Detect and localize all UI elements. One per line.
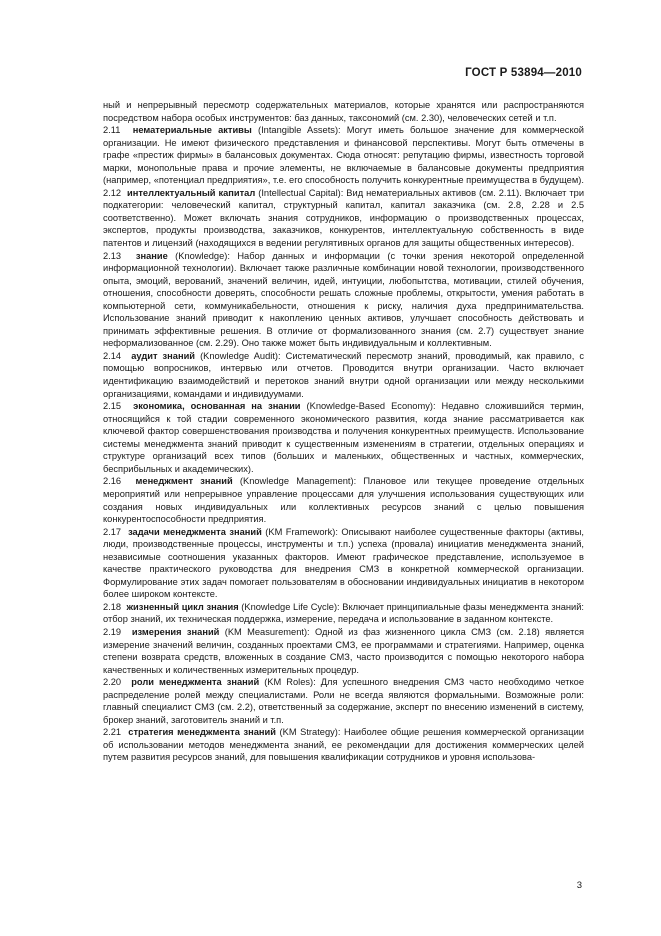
entry-term: экономика, основанная на знании [133, 401, 301, 412]
entry-term: аудит знаний [131, 350, 196, 361]
entry-term: измерения знаний [131, 626, 220, 637]
entry-definition: (Intangible Assets): Могут иметь большое значение для коммерческой организации. Не имеют физического представления и финансовой перспективы. Могут быть отмечены в графе «престиж фирмы» в балансовых документах. Сюда относят: репутацию фирмы, известность торговой марки, монопольные права и прочие элементы, не включаемые в балансовые документы предприятия (например, «потенциал предприятия», т.е. его способность получить конкурентные преимущества в будущем). [103, 125, 584, 186]
entry-definition: (Knowledge Life Cycle): Включает принципиальные фазы менеджмента знаний: отбор знаний, их техническая поддержка, измерение, передача и использование в заданном контексте. [103, 601, 584, 625]
definition-entry [103, 676, 584, 726]
entry-definition: (Intellectual Capital): Вид нематериальных активов (см. 2.11). Включает три подкатегории: человеческий капитал, структурный капитал, капитал заказчика (см. 2.8, 2.28 и 2.5 соответственно). Может включать знания сотрудников, информацию о производственных процессах, экспертов, продукты производства, заказчиков, конкурентов, интеллектуальную собственность в виде патентов и лицензий (находящихся в ведении регулятивных органов для защиты общественных интересов). [103, 187, 585, 249]
entry-definition: (KM Roles): Для успешного внедрения СМЗ часто необходимо четкое распределение ролей между специалистами. Роли не всегда являются формальными. Возможные роли: главный специалист СМЗ (см. 2.2), ответственный за содержание, эксперт по внесению изменений в систему, брокер знаний, заготовитель знаний и т.п. [103, 677, 584, 725]
entry-definition: (Knowledge-Based Economy): Недавно сложившийся термин, относящийся к той стадии современного экономического развития, когда знание рассматривается как ключевой фактор совершенствования производства и получения конкурентных преимуществ. Использование системы менеджмента знаний приводит к существенным изменениям в стратегии, отдельных операциях и структуре организаций всех типов (больших и маленьких, общественных и частных, коммерческих, бесприбыльных и академических). [103, 401, 584, 474]
entry-definition: (Knowledge): Набор данных и информации (с точки зрения некоторой определенной информационной технологии). Включает также различные комбинации новой технологии, производственного опыта, эмоций, верований, значений величин, идей, интуиции, любопытства, мотивации, стилей обучения, отношения, способности доверять, способности решать сложные проблемы, открытости, умения работать в компьютерной сети, коммуникабельности, отношения к риску, наличия духа предпринимательства. Использование знаний приводит к накоплению ценных активов, улучшает способность действовать и принимать эффективные решения. В отличие от формализованного знания (см. 2.7) существует знание неформализованное (см. 2.29). Оно также может быть индивидуальным и коллективным. [103, 250, 584, 349]
definition-entry [103, 187, 584, 250]
definition-entry [103, 601, 584, 626]
definition-entry [103, 526, 584, 601]
document-header: ГОСТ Р 53894—2010 [465, 67, 582, 79]
page-number: 3 [576, 880, 582, 891]
entry-number: 2.11 [103, 125, 121, 136]
entry-definition: (KM Framework): Описывают наиболее существенные факторы (активы, люди, производственные процессы, инструменты и т.п.) успеха (провала) инициатив менеджмента знаний, независимые соотношения указанных факторов. Имеют графическое представление, используемое в качестве практического руководства для внедрения СМЗ в конкретной коммерческой организации. Формулирование этих задач помогает пользователям в обосновании индивидуальных инициатив в некотором более широком контексте. [103, 526, 584, 600]
entry-definition: (KM Measurement): Одной из фаз жизненного цикла СМЗ (см. 2.18) является измерение значений величин, созданных проектами СМЗ, ее программами и стратегиями. Например, оценка степени возврата средств, вложенных в создание СМЗ, часто производится с помощью некоторого набора качественных и количественных измерительных процедур. [103, 626, 584, 675]
entry-term: жизненный цикл знания [126, 601, 239, 612]
entry-term: стратегия менеджмента знаний [128, 727, 276, 738]
entry-term: интеллектуальный капитал [127, 187, 256, 198]
entry-definition: (Knowledge Management): Плановое или текущее проведение отдельных мероприятий или непрерывное управление процессами для улучшения использования существующих или создания новых индивидуальных или коллективных ресурсов знаний с целью повышения конкурентоспособности предприятия. [103, 476, 584, 525]
entry-number: 2.14 [103, 350, 122, 361]
entry-number: 2.19 [103, 626, 122, 637]
entry-number: 2.20 [103, 677, 122, 688]
entry-definition: (Knowledge Audit): Систематический пересмотр знаний, проводимый, как правило, с помощью вопросников, интервью или отчетов. Проводится внутри организации. Часто включает идентификацию взаимодействий и перетоков знаний внутри одной организации или между несколькими организациями, командами и индивидуумами. [103, 350, 584, 399]
definition-entry [103, 400, 584, 475]
definition-entry [103, 250, 584, 350]
entry-term: менеджмент знаний [135, 476, 233, 487]
entry-term: знание [135, 250, 168, 261]
document-body [103, 99, 584, 764]
entry-number: 2.12 [103, 187, 122, 198]
entry-number: 2.16 [103, 476, 122, 487]
entry-term: нематериальные активы [132, 125, 252, 136]
intro-paragraph: ный и непрерывный пересмотр содержательных материалов, которые хранятся или распространяются посредством набора особых инструментов: баз данных, таксономий (см. 2.30), человеческих сетей и т.п. [103, 100, 584, 123]
entry-number: 2.18 [103, 601, 122, 612]
entry-term: роли менеджмента знаний [131, 677, 260, 688]
entry-number: 2.15 [103, 401, 122, 412]
definition-entry [103, 124, 584, 187]
definition-entry [103, 475, 584, 525]
definition-entry [103, 726, 584, 764]
entry-term: задачи менеджмента знаний [128, 526, 262, 537]
entry-number: 2.17 [103, 526, 122, 537]
definition-entry [103, 626, 584, 676]
entry-number: 2.13 [103, 250, 122, 261]
entry-definition: (KM Strategy): Наиболее общие решения коммерческой организации об использовании методов менеджмента знаний, ее рекомендации для достижения коммерческих целей путем развития ресурсов знаний, для повышения квалификации сотрудников и уровня использова- [103, 727, 584, 763]
definition-list [103, 124, 584, 764]
entry-number: 2.21 [103, 727, 122, 738]
definition-entry [103, 350, 584, 400]
